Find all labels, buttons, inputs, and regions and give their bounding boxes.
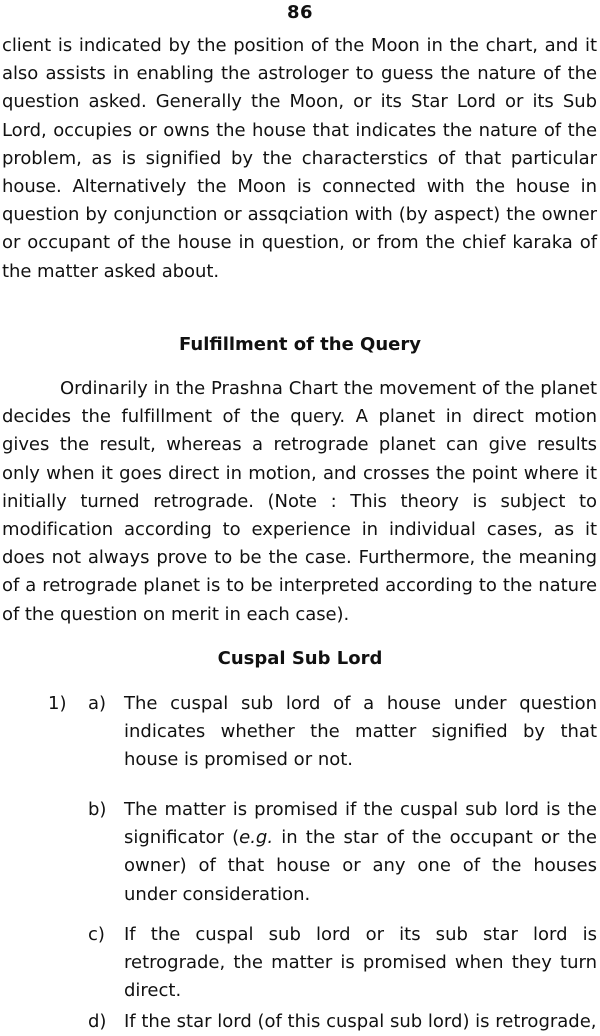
paragraph-text: Ordinarily in the Prashna Chart the movement of the planet decides the fulfillment of the query. A planet in direct motion gives the result, whereas a retrograde planet can give results only when it goes direct in motion, and crosses the point where it initially turned retrograde. (Note : This theory is subject to modification according to experience in individual cases, as it does not always prove to be the case. Furthermore, the meaning of a retrograde planet is to be interpreted according to the nature of the question on merit in each case). (2, 378, 597, 625)
list-letter: d) (88, 1011, 107, 1032)
section-heading-fulfillment: Fulfillment of the Query (178, 334, 421, 355)
list-item-text: The matter is promised if the cuspal sub lord is the significator (e.g. in the star of the occupant or the owner) of that house or any one of the houses under consideration. (124, 799, 597, 905)
list-item-text: The cuspal sub lord of a house under question indicates whether the matter signified by that house is promised or not. (124, 693, 597, 771)
section-heading-cuspal-sub-lord: Cuspal Sub Lord (217, 648, 383, 669)
list-item-d (0, 1008, 600, 1036)
list-item-c (0, 921, 600, 1011)
list-number: 1) (48, 693, 67, 714)
list-item-text: If the star lord (of this cuspal sub lord) is retrograde, (124, 1011, 597, 1032)
list-letter: b) (88, 799, 107, 820)
list-item-a (0, 690, 600, 780)
paragraph-text: client is indicated by the position of the Moon in the chart, and it also assists in enabling the astrologer to guess the nature of the question asked. Generally the Moon, or its Star Lord or its Sub Lord, occupies or owns the house that indicates the nature of the problem, as is signified by the characterstics of that particular house. Alternatively the Moon is connected with the house in question by conjunction or assqciation with (by aspect) the owner or occupant of the house in question, or from the chief karaka of the matter asked about. (2, 35, 597, 282)
list-letter: a) (88, 693, 107, 714)
paragraph-moon-position (2, 32, 597, 286)
list-item-text: If the cuspal sub lord or its sub star lord is retrograde, the matter is promised when they turn direct. (124, 924, 597, 1002)
page-number: 86 (286, 2, 314, 23)
italic-abbreviation: e.g. (239, 827, 274, 849)
paragraph-fulfillment (2, 375, 597, 629)
list-item-b (0, 796, 600, 905)
list-letter: c) (88, 924, 105, 945)
